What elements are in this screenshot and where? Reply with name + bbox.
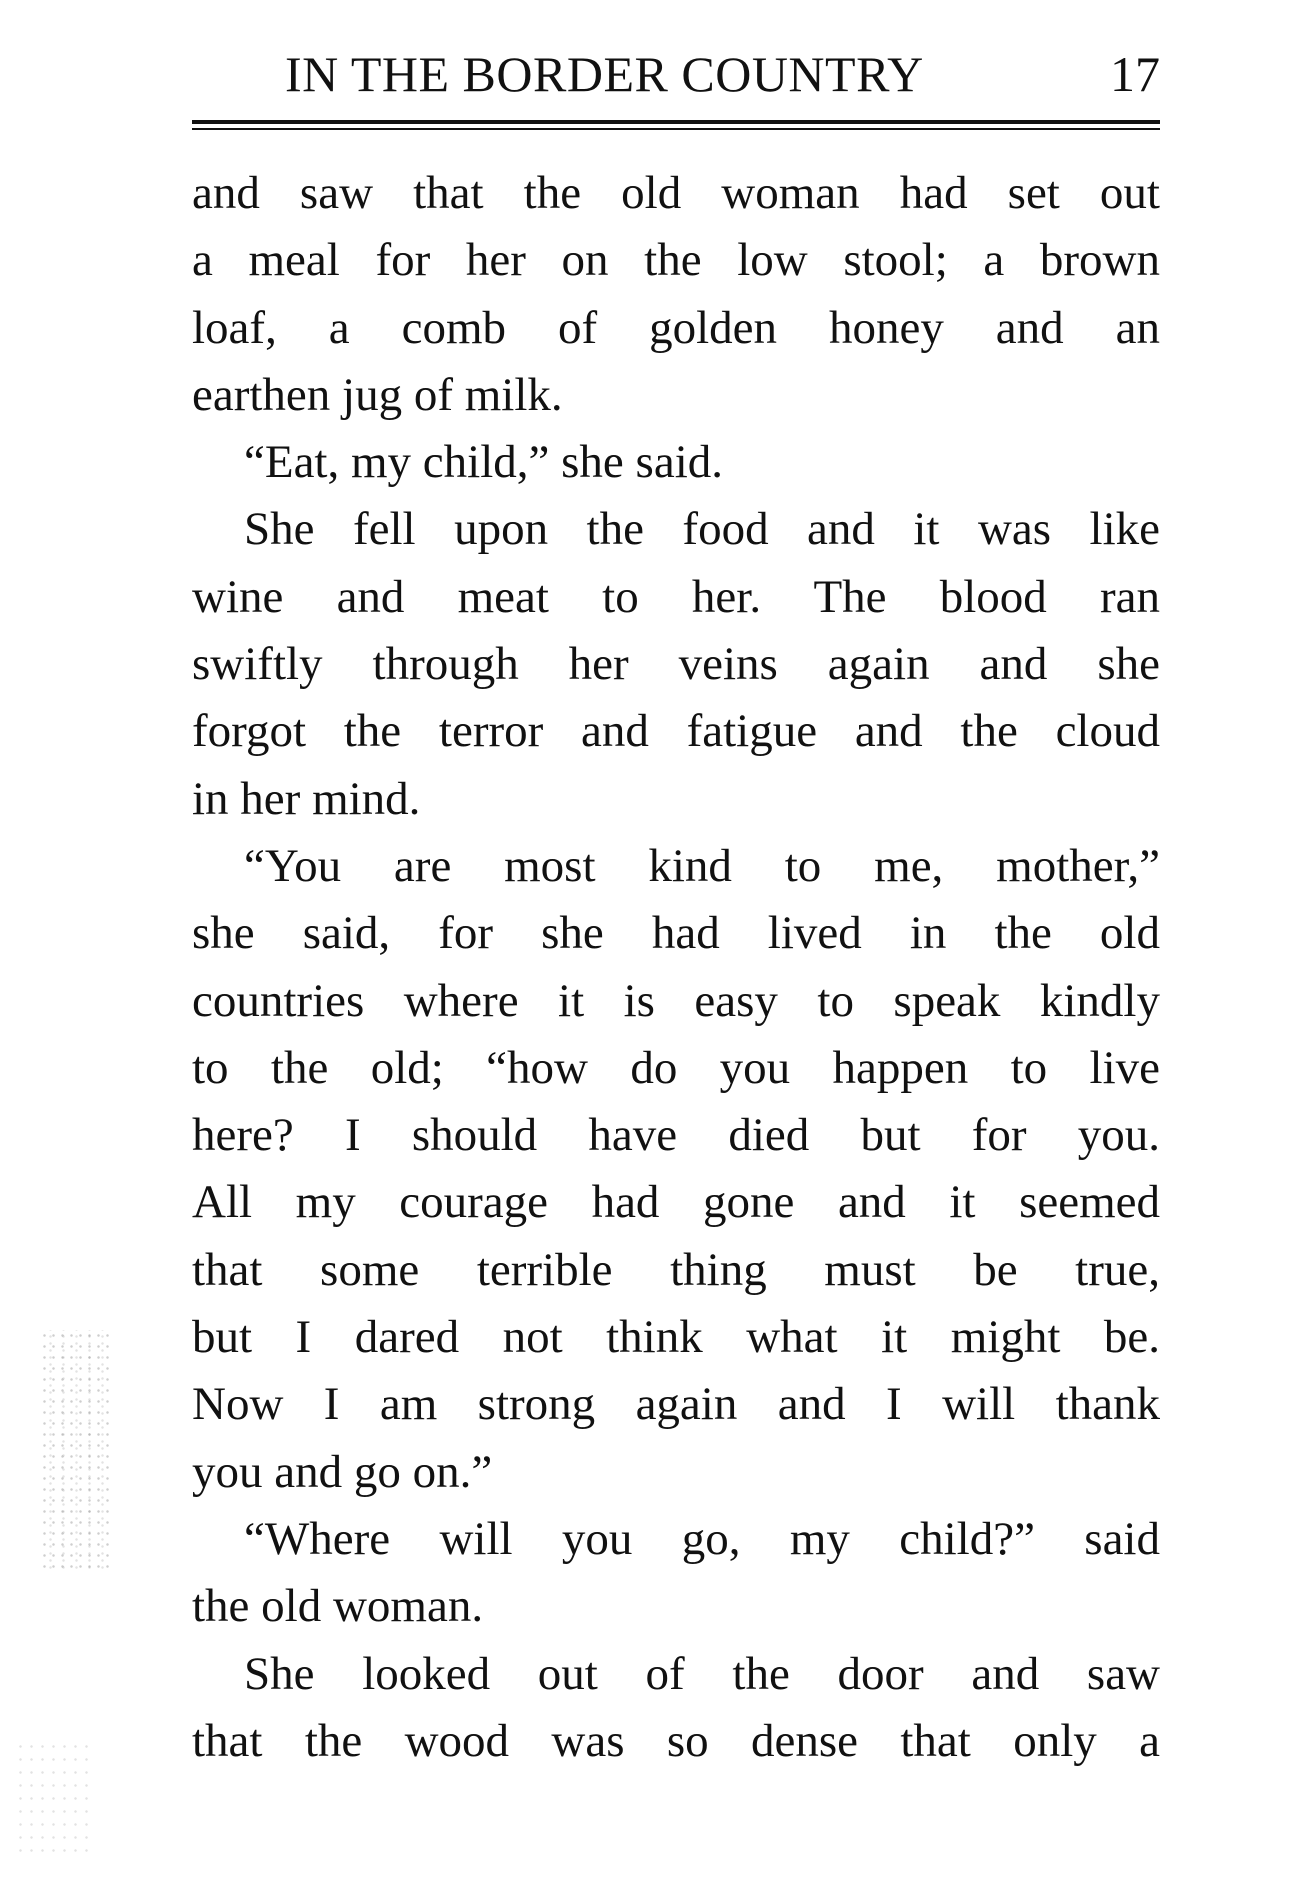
text-line: loaf, a comb of golden honey and an (192, 301, 1160, 354)
text-line: “Where will you go, my child?” said (244, 1512, 1160, 1565)
text-line: forgot the terror and fatigue and the cloud (192, 705, 1160, 758)
text-line: “Eat, my child,” she said. (244, 436, 723, 489)
header-rule-thick (192, 120, 1160, 124)
text-line: the old woman. (192, 1580, 484, 1633)
text-line: and saw that the old woman had set out (192, 167, 1160, 219)
text-line: a meal for her on the low stool; a brown (192, 234, 1160, 287)
header-rule-thin (192, 128, 1160, 130)
text-line: to the old; “how do you happen to live (192, 1041, 1160, 1094)
text-line: you and go on.” (192, 1445, 493, 1498)
text-line: she said, for she had lived in the old (192, 907, 1160, 960)
text-line: swiftly through her veins again and she (192, 638, 1160, 691)
text-line: that the wood was so dense that only a (192, 1714, 1160, 1767)
running-header (285, 42, 1160, 106)
text-line: earthen jug of milk. (192, 368, 563, 421)
text-line: She looked out of the door and saw (244, 1647, 1160, 1700)
body-text (192, 160, 1160, 1775)
running-title: IN THE BORDER COUNTRY (285, 46, 924, 102)
text-line: in her mind. (192, 772, 421, 825)
text-line: wine and meat to her. The blood ran (192, 570, 1160, 623)
text-line: that some terrible thing must be true, (192, 1243, 1160, 1296)
text-line: “You are most kind to me, mother,” (244, 839, 1160, 892)
scan-speckle (15, 1740, 95, 1860)
text-line: here? I should have died but for you. (192, 1109, 1160, 1162)
text-line: Now I am strong again and I will thank (192, 1378, 1160, 1431)
page-number: 17 (1110, 46, 1160, 102)
text-line: countries where it is easy to speak kindly (192, 974, 1160, 1027)
text-line: She fell upon the food and it was like (244, 503, 1160, 556)
scan-speckle (40, 1330, 110, 1570)
text-line: All my courage had gone and it seemed (192, 1176, 1160, 1229)
text-line: but I dared not think what it might be. (192, 1311, 1160, 1364)
